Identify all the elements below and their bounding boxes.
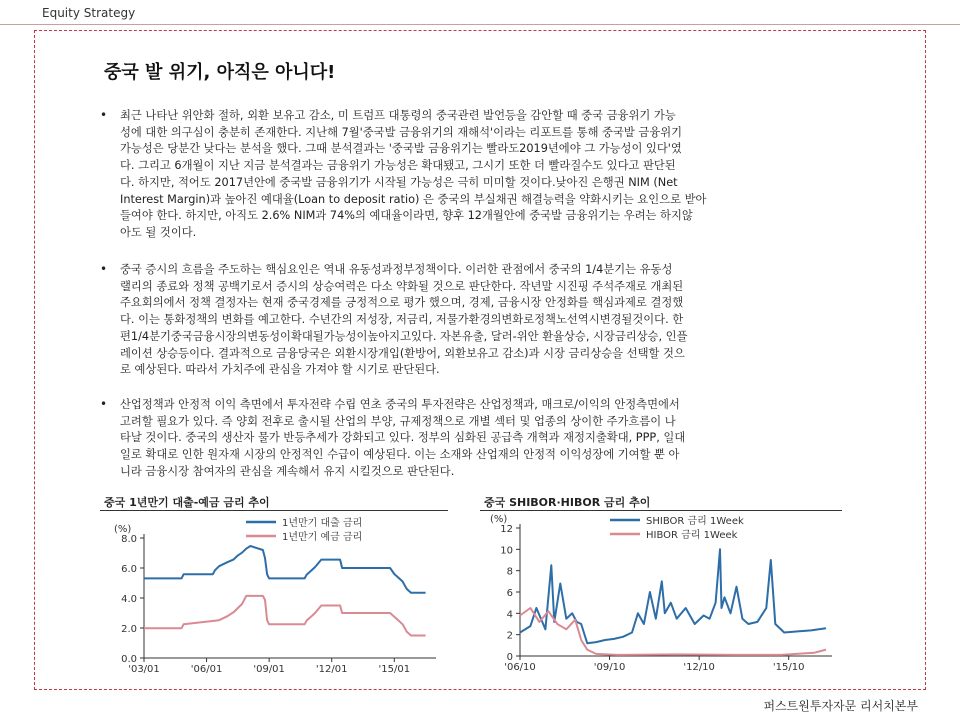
x-tick-label: '15/01: [378, 664, 411, 674]
y-unit-label: (%): [490, 514, 508, 525]
y-tick-label: 2.0: [121, 624, 137, 635]
y-tick-label: 2: [506, 630, 513, 642]
header-label: Equity Strategy: [42, 6, 136, 20]
x-tick-label: '03/01: [128, 664, 160, 674]
x-tick-label: '09/01: [253, 664, 285, 674]
paragraph-line: 다. 그리고 6개월이 지난 지금 분석결과는 금융위기 가능성은 확대됐고, 그시기 또한 더 빨라질수도 있다고 판단된: [120, 159, 676, 173]
paragraph-line: Interest Margin)과 높아진 예대율(Loan to deposit ratio) 은 중국의 부실채권 해결능력을 약화시키는 요인으로 받아: [120, 192, 707, 206]
footer-label: 퍼스트원투자자문 리서치본부: [763, 699, 918, 713]
paragraph-line: 가능성은 당분간 낮다는 분석을 했다. 그때 분석결과는 '중국발 금융위기는 빨라도2019년에야 그 가능성이 있다'였: [120, 142, 682, 156]
paragraph-line: 아도 될 것이다.: [120, 225, 197, 239]
paragraph-line: 타날 것이다. 중국의 생산자 물가 반등추세가 강화되고 있다. 정부의 심화된 공급측 개혁과 재정지출확대, PPP, 일대: [120, 431, 686, 445]
paragraph-line: 주요회의에서 정책 결정자는 현재 중국경제를 긍정적으로 평가 했으며, 경제, 금융시장 안정화를 핵심과제로 결정했: [120, 296, 684, 310]
paragraph-line: 다. 하지만, 적어도 2017년안에 중국발 금융위기가 시작될 가능성은 극히 미미할 것이다.낮아진 은행권 NIM (Net: [120, 175, 678, 189]
bullet-icon: •: [100, 262, 108, 276]
chart-2-title-rule: [480, 510, 842, 511]
chart-1-title: 중국 1년만기 대출-예금 금리 추이: [104, 496, 270, 509]
paragraph-line: 최근 나타난 위안화 절하, 외환 보유고 감소, 미 트럼프 대통령의 중국관련 발언등을 감안할 때 중국 금융위기 가능: [120, 109, 676, 122]
paragraph-2: [100, 262, 852, 379]
y-tick-label: 4.0: [121, 594, 137, 605]
series-line-1: [144, 546, 426, 593]
paragraph-line: 편1/4분기중국금융시장의변동성이확대될가능성이높아지고있다. 자본유출, 달러-위안 환율상승, 시장금리상승, 인플: [120, 329, 688, 343]
chart-2: [480, 514, 842, 674]
header-divider: [0, 24, 960, 25]
x-tick-label: '12/01: [315, 664, 348, 674]
paragraph-line: 레이션 상승등이다. 결과적으로 금융당국은 외환시장개입(환방어, 외환보유고 감소)과 시장 금리상승을 선택할 것으: [120, 346, 685, 360]
bullet-icon: •: [100, 108, 108, 122]
chart-2-title: 중국 SHIBOR·HIBOR 금리 추이: [484, 496, 651, 509]
y-tick-label: 6: [506, 588, 513, 599]
page-title: 중국 발 위기, 아직은 아니다!: [104, 62, 336, 83]
legend-label: SHIBOR 금리 1Week: [646, 516, 744, 527]
x-tick-label: '06/10: [504, 662, 536, 673]
paragraph-line: 들여야 한다. 하지만, 아직도 2.6% NIM과 74%의 예대율이라면, 향후 12개월안에 중국발 금융위기는 우려는 하지않: [120, 209, 693, 223]
bullet-icon: •: [100, 397, 108, 411]
y-tick-label: 8.0: [121, 534, 137, 545]
y-tick-label: 0.0: [121, 654, 137, 665]
paragraph-3: [100, 397, 852, 481]
x-tick-label: '09/10: [593, 662, 626, 673]
y-tick-label: 4: [506, 609, 513, 621]
chart-1: [96, 514, 450, 674]
paragraph-line: 로 예상된다. 따라서 가치주에 관심을 가져야 할 시기로 판단된다.: [120, 363, 440, 377]
x-tick-label: '06/01: [190, 664, 223, 674]
paragraph-line: 중국 증시의 흐름을 주도하는 핵심요인은 역내 유동성과정부정책이다. 이러한 관점에서 중국의 1/4분기는 유동성: [120, 263, 673, 276]
series-line-2: [144, 596, 426, 636]
paragraph-1: [100, 108, 852, 242]
paragraph-line: 다. 이는 통화정책의 변화를 예고한다. 수년간의 저성장, 저금리, 저물가환경의변화로정책노선역시변경될것이다. 한: [120, 313, 684, 327]
y-tick-label: 12: [500, 524, 513, 535]
paragraph-line: 산업정책과 안정적 이익 측면에서 투자전략 수립 연초 중국의 투자전략은 산업정책과, 매크로/이익의 안정측면에서: [120, 398, 680, 411]
paragraph-line: 성에 대한 의구심이 충분히 존재한다. 지난해 7월'중국발 금융위기의 재해석'이라는 리포트를 통해 중국발 금융위기: [120, 125, 683, 139]
legend-label: HIBOR 금리 1Week: [646, 530, 738, 541]
legend-label: 1년만기 예금 금리: [282, 532, 363, 543]
y-unit-label: (%): [114, 524, 132, 535]
y-tick-label: 10: [500, 545, 513, 557]
x-tick-label: '15/10: [772, 662, 805, 673]
paragraph-line: 랠리의 종료와 정책 공백기로서 증시의 상승여력은 다소 약화될 것으로 판단한다. 작년말 시진핑 주석주재로 개최된: [120, 279, 684, 293]
paragraph-line: 고려할 필요가 있다. 즉 양회 전후로 출시될 산업의 부양, 규제정책으로 개별 섹터 및 업종의 상이한 주가흐름이 나: [120, 414, 676, 428]
paragraph-line: 니라 금융시장 참여자의 관심을 계속해서 유지 시킬것으로 판단된다.: [120, 464, 455, 478]
y-tick-label: 6.0: [121, 564, 137, 575]
x-tick-label: '12/10: [683, 662, 715, 673]
y-tick-label: 0: [506, 652, 513, 663]
chart-1-title-rule: [100, 510, 448, 511]
paragraph-line: 일로 확대로 인한 원자재 시장의 안정적인 수급이 예상된다. 이는 소재와 산업재의 안정적 이익성장에 기여할 뿐 아: [120, 448, 680, 462]
legend-label: 1년만기 대출 금리: [282, 518, 363, 529]
y-tick-label: 8: [506, 566, 513, 578]
